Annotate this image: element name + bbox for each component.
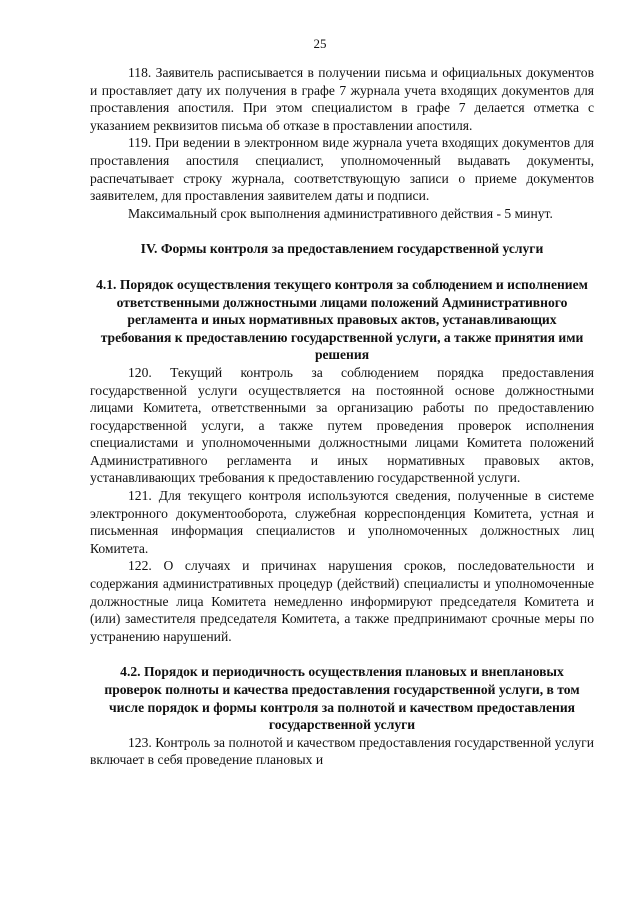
section-heading-iv: IV. Формы контроля за предоставлением государственной услуги <box>140 241 544 257</box>
paragraph-122: 122. О случаях и причинах нарушения сроков, последовательности и содержания административных процедур (действий) специалисты и уполномоченные должностные лица Комитета немедленно информируют председателя Комитета и (или) заместителя председателя Комитета, а также предпринимают срочные меры по устранению нарушений. <box>90 558 594 644</box>
subsection-heading-4-1: 4.1. Порядок осуществления текущего контроля за соблюдением и исполнением ответственными должностными лицами положений Административного регламента и иных нормативных правовых актов, устанавливающих требования к предоставлению государственной услуги, а также принятия ими решения <box>96 276 588 363</box>
document-body <box>90 64 594 769</box>
paragraph-118: 118. Заявитель расписывается в получении письма и официальных документов и проставляет дату их получения в графе 7 журнала учета входящих документов для проставления апостиля. При этом специалистом в графе 7 делается отметка с указанием реквизитов письма об отказе в проставлении апостиля. <box>90 65 594 133</box>
paragraph-120: 120. Текущий контроль за соблюдением порядка предоставления государственной услуги осуществляется на постоянной основе должностными лицами Комитета, ответственными за организацию работы по предоставлению государственной услуги, а также путем проведения проверок исполнения специалистами и уполномоченными должностными лицами Комитета положений Административного регламента и иных нормативных правовых актов, устанавливающих требования к предоставлению государственной услуги. <box>90 364 594 486</box>
paragraph-121: 121. Для текущего контроля используются сведения, полученные в системе электронного документооборота, служебная корреспонденция Комитета, устная и письменная информация специалистов и уполномоченных должностных лиц Комитета. <box>90 488 594 556</box>
paragraph-max-time: Максимальный срок выполнения административного действия - 5 минут. <box>128 205 553 221</box>
paragraph-123: 123. Контроль за полнотой и качеством предоставления государственной услуги включает в себя проведение плановых и <box>90 734 594 768</box>
paragraph-119: 119. При ведении в электронном виде журнала учета входящих документов для проставления апостиля специалист, уполномоченный выдавать документы, распечатывает строку журнала, соответствующую записи о приеме документов заявителем, для проставления заявителем даты и подписи. <box>90 135 594 204</box>
page-number: 25 <box>313 36 327 51</box>
subsection-heading-4-2: 4.2. Порядок и периодичность осуществления плановых и внеплановых проверок полноты и качества предоставления государственной услуги, в том числе порядок и формы контроля за полнотой и качеством предоставления государственной услуги <box>104 664 580 733</box>
